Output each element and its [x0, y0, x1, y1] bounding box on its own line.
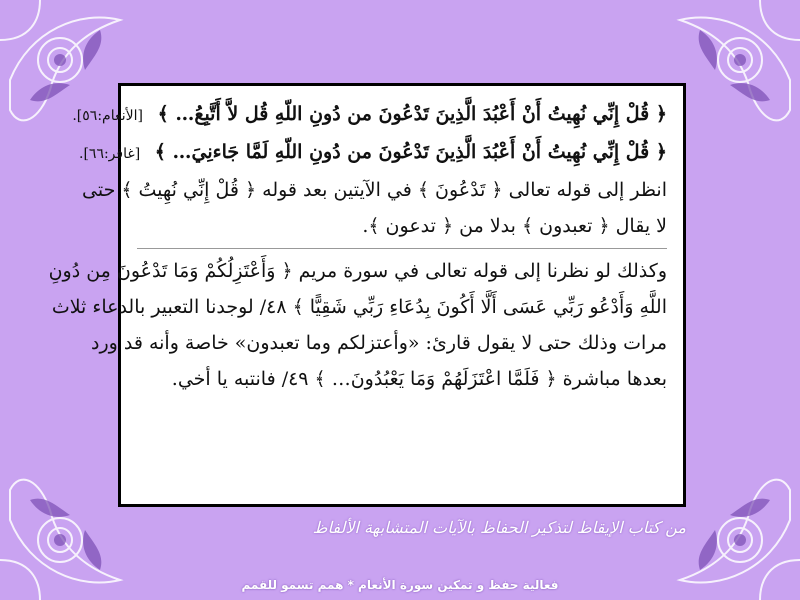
explanation-line-3: وكذلك لو نظرنا إلى قوله تعالى في سورة مريم ﴿ وَأَعْتَزِلُكُمْ وَمَا تَدْعُونَ مِن دُونِ — [137, 248, 667, 289]
explanation-line-4: اللَّهِ وَأَدْعُو رَبِّي عَسَى أَلَّا أَكُونَ بِدُعَاءِ رَبِّي شَقِيًّا ﴾ ٤٨/ لوجدنا التعبير بالدعاء ثلاث — [51, 296, 667, 318]
explanation-line-6: بعدها مباشرة ﴿ فَلَمَّا اعْتَزَلَهُمْ وَمَا يَعْبُدُونَ… ﴾ ٤٩/ فانتبه يا أخي. — [171, 368, 667, 390]
verse-reference-ghafir: [غافر:٦٦]. — [79, 146, 141, 162]
explanation-line-2: لا يقال ﴿ تعبدون ﴾ بدلا من ﴿ تدعون ﴾. — [362, 215, 667, 237]
explanation-line-1: انظر إلى قوله تعالى ﴿ تَدْعُونَ ﴾ في الآيتين بعد قوله ﴿ قُلْ إِنِّي نُهِيتُ ﴾ حتى — [82, 179, 667, 201]
footer-credit: فعالية حفظ و تمكين سورة الأنعام * همم تسمو للقمم — [241, 578, 559, 592]
source-caption: من كتاب الإيقاظ لتذكير الحفاظ بالآيات المتشابهة الألفاظ — [312, 518, 686, 537]
verse-text-ghafir: ﴿ قُلْ إِنِّي نُهِيتُ أَنْ أَعْبُدَ الَّذِينَ تَدْعُونَ من دُونِ اللّهِ لَمَّا جَاءنِيَ… ﴾ — [154, 141, 667, 163]
verse-line-ghafir — [79, 134, 667, 172]
explanation-line-5: مرات وذلك حتى لا يقول قارئ: «وأعتزلكم وما تعبدون» خاصة وأنه قد ورد — [91, 332, 667, 354]
verse-text-anam: ﴿ قُلْ إِنِّي نُهِيتُ أَنْ أَعْبُدَ الَّذِينَ تَدْعُونَ من دُونِ اللّهِ قُل لاَّ أَتَّبِعُ… ﴾ — [157, 103, 667, 125]
verse-line-anam — [72, 96, 667, 134]
text-panel — [48, 83, 686, 507]
verse-reference-anam: [الأنعام:٥٦]. — [72, 108, 143, 124]
